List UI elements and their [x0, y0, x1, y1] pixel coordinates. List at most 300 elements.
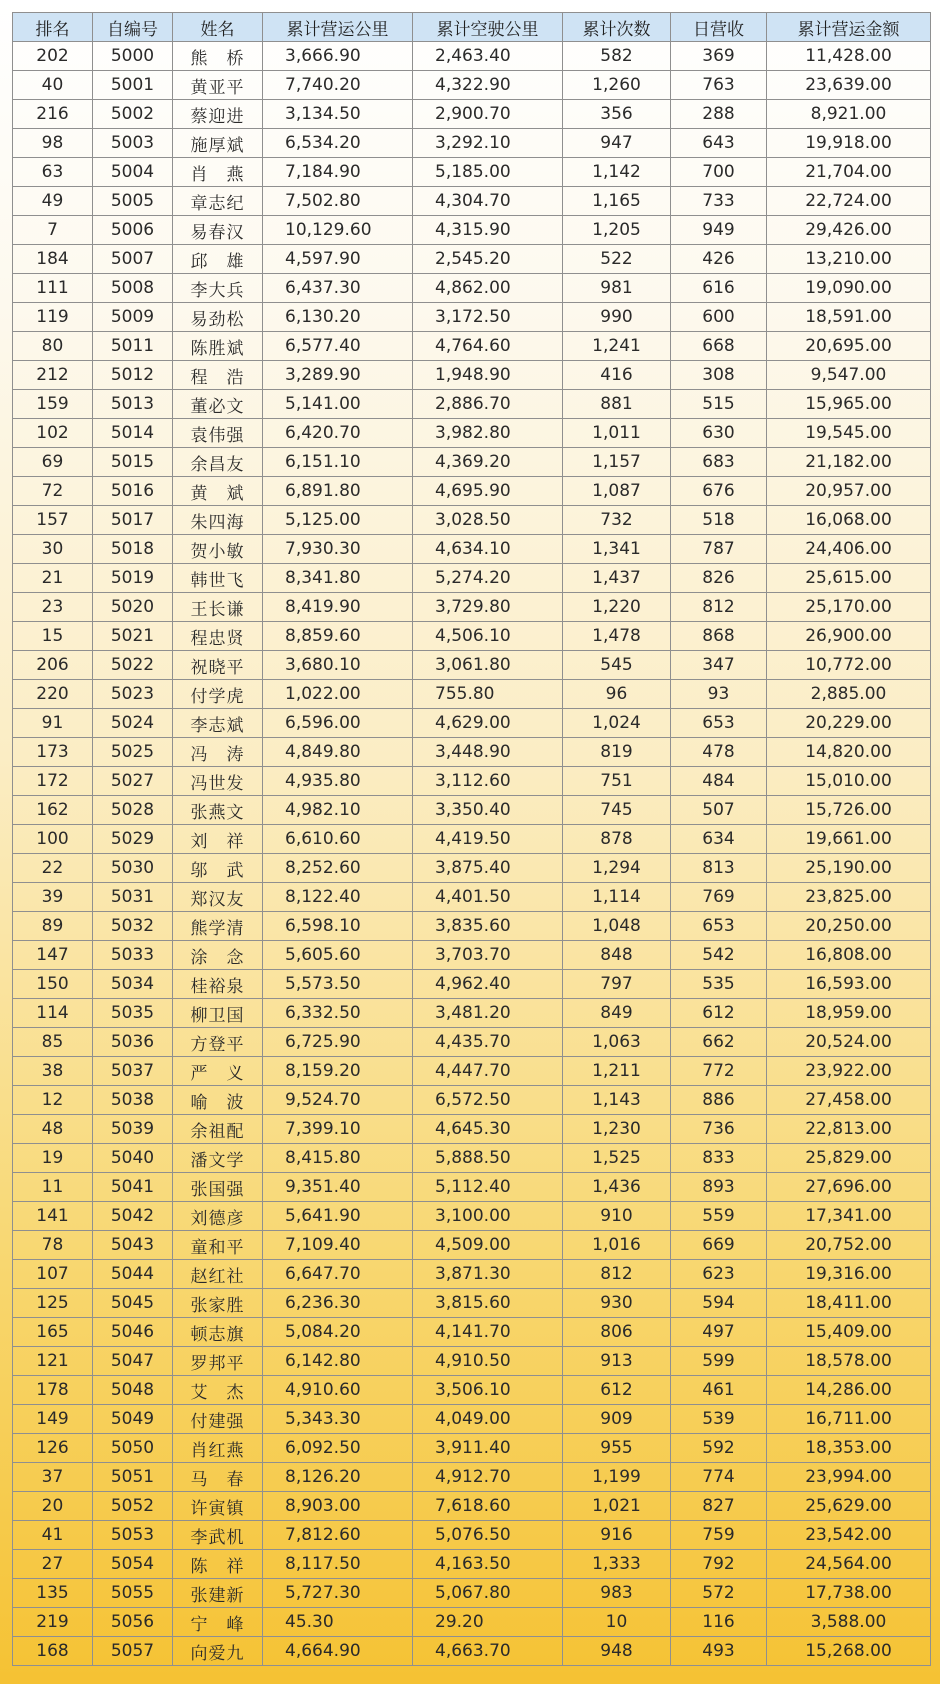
table-row [13, 1144, 931, 1173]
cell-id: 5011 [93, 332, 173, 361]
cell-rank: 206 [13, 651, 93, 680]
cell-daily-revenue: 826 [671, 564, 767, 593]
cell-total-revenue: 29,426.00 [767, 216, 931, 245]
cell-rank: 162 [13, 796, 93, 825]
cell-operating-km: 8,859.60 [263, 622, 413, 651]
cell-rank: 49 [13, 187, 93, 216]
cell-id: 5036 [93, 1028, 173, 1057]
cell-rank: 15 [13, 622, 93, 651]
cell-id: 5041 [93, 1173, 173, 1202]
cell-name: 严 义 [173, 1057, 263, 1086]
cell-id: 5019 [93, 564, 173, 593]
cell-name: 冯 涛 [173, 738, 263, 767]
cell-total-revenue: 3,588.00 [767, 1608, 931, 1637]
table-row [13, 361, 931, 390]
cell-total-revenue: 15,010.00 [767, 767, 931, 796]
cell-operating-km: 6,596.00 [263, 709, 413, 738]
cell-daily-revenue: 787 [671, 535, 767, 564]
cell-daily-revenue: 774 [671, 1463, 767, 1492]
cell-total-revenue: 21,182.00 [767, 448, 931, 477]
cell-name: 桂裕泉 [173, 970, 263, 999]
table-row [13, 1608, 931, 1637]
cell-operating-km: 5,641.90 [263, 1202, 413, 1231]
cell-trip-count: 612 [563, 1376, 671, 1405]
cell-rank: 119 [13, 303, 93, 332]
cell-operating-km: 4,910.60 [263, 1376, 413, 1405]
cell-operating-km: 8,341.80 [263, 564, 413, 593]
cell-name: 董必文 [173, 390, 263, 419]
cell-daily-revenue: 676 [671, 477, 767, 506]
cell-name: 宁 峰 [173, 1608, 263, 1637]
cell-name: 余祖配 [173, 1115, 263, 1144]
cell-trip-count: 848 [563, 941, 671, 970]
table-row [13, 100, 931, 129]
table-row [13, 1173, 931, 1202]
cell-operating-km: 5,727.30 [263, 1579, 413, 1608]
cell-name: 涂 念 [173, 941, 263, 970]
ranking-table-container [12, 12, 930, 1666]
cell-operating-km: 6,437.30 [263, 274, 413, 303]
table-row [13, 1115, 931, 1144]
cell-id: 5027 [93, 767, 173, 796]
cell-empty-km: 4,163.50 [413, 1550, 563, 1579]
cell-daily-revenue: 497 [671, 1318, 767, 1347]
cell-name: 陈胜斌 [173, 332, 263, 361]
cell-id: 5006 [93, 216, 173, 245]
cell-trip-count: 1,021 [563, 1492, 671, 1521]
cell-total-revenue: 20,752.00 [767, 1231, 931, 1260]
cell-empty-km: 4,435.70 [413, 1028, 563, 1057]
cell-operating-km: 8,252.60 [263, 854, 413, 883]
cell-rank: 27 [13, 1550, 93, 1579]
cell-trip-count: 910 [563, 1202, 671, 1231]
cell-rank: 39 [13, 883, 93, 912]
cell-id: 5000 [93, 42, 173, 71]
cell-daily-revenue: 833 [671, 1144, 767, 1173]
cell-daily-revenue: 683 [671, 448, 767, 477]
cell-empty-km: 4,447.70 [413, 1057, 563, 1086]
cell-id: 5035 [93, 999, 173, 1028]
header-name: 姓名 [173, 13, 263, 42]
cell-operating-km: 10,129.60 [263, 216, 413, 245]
cell-operating-km: 6,610.60 [263, 825, 413, 854]
cell-total-revenue: 16,711.00 [767, 1405, 931, 1434]
cell-operating-km: 8,159.20 [263, 1057, 413, 1086]
cell-rank: 48 [13, 1115, 93, 1144]
cell-rank: 220 [13, 680, 93, 709]
cell-total-revenue: 20,229.00 [767, 709, 931, 738]
table-row [13, 1550, 931, 1579]
cell-empty-km: 1,948.90 [413, 361, 563, 390]
cell-daily-revenue: 733 [671, 187, 767, 216]
cell-id: 5016 [93, 477, 173, 506]
cell-total-revenue: 17,738.00 [767, 1579, 931, 1608]
cell-empty-km: 3,112.60 [413, 767, 563, 796]
cell-empty-km: 3,100.00 [413, 1202, 563, 1231]
cell-daily-revenue: 759 [671, 1521, 767, 1550]
cell-total-revenue: 25,615.00 [767, 564, 931, 593]
cell-trip-count: 1,525 [563, 1144, 671, 1173]
cell-daily-revenue: 813 [671, 854, 767, 883]
driver-ranking-table [12, 12, 931, 1666]
cell-total-revenue: 24,564.00 [767, 1550, 931, 1579]
table-row [13, 1260, 931, 1289]
cell-empty-km: 5,888.50 [413, 1144, 563, 1173]
cell-operating-km: 9,524.70 [263, 1086, 413, 1115]
cell-rank: 19 [13, 1144, 93, 1173]
cell-trip-count: 1,143 [563, 1086, 671, 1115]
cell-empty-km: 3,729.80 [413, 593, 563, 622]
cell-total-revenue: 26,900.00 [767, 622, 931, 651]
cell-operating-km: 6,647.70 [263, 1260, 413, 1289]
cell-operating-km: 6,142.80 [263, 1347, 413, 1376]
cell-trip-count: 416 [563, 361, 671, 390]
cell-total-revenue: 22,813.00 [767, 1115, 931, 1144]
cell-name: 蔡迎进 [173, 100, 263, 129]
cell-name: 柳卫国 [173, 999, 263, 1028]
cell-daily-revenue: 668 [671, 332, 767, 361]
cell-total-revenue: 23,825.00 [767, 883, 931, 912]
cell-operating-km: 5,343.30 [263, 1405, 413, 1434]
cell-id: 5055 [93, 1579, 173, 1608]
cell-id: 5028 [93, 796, 173, 825]
cell-name: 付建强 [173, 1405, 263, 1434]
cell-trip-count: 1,063 [563, 1028, 671, 1057]
cell-total-revenue: 10,772.00 [767, 651, 931, 680]
cell-id: 5057 [93, 1637, 173, 1666]
cell-empty-km: 4,322.90 [413, 71, 563, 100]
cell-empty-km: 3,871.30 [413, 1260, 563, 1289]
cell-id: 5030 [93, 854, 173, 883]
cell-trip-count: 909 [563, 1405, 671, 1434]
cell-rank: 135 [13, 1579, 93, 1608]
table-row [13, 593, 931, 622]
header-id: 自编号 [93, 13, 173, 42]
cell-total-revenue: 9,547.00 [767, 361, 931, 390]
table-row [13, 1405, 931, 1434]
header-total-revenue: 累计营运金额 [767, 13, 931, 42]
table-row [13, 1028, 931, 1057]
cell-name: 张建新 [173, 1579, 263, 1608]
cell-rank: 89 [13, 912, 93, 941]
cell-id: 5045 [93, 1289, 173, 1318]
cell-operating-km: 6,332.50 [263, 999, 413, 1028]
cell-total-revenue: 19,316.00 [767, 1260, 931, 1289]
cell-trip-count: 1,016 [563, 1231, 671, 1260]
table-row [13, 535, 931, 564]
cell-rank: 159 [13, 390, 93, 419]
cell-daily-revenue: 792 [671, 1550, 767, 1579]
cell-operating-km: 7,399.10 [263, 1115, 413, 1144]
cell-name: 陈 祥 [173, 1550, 263, 1579]
cell-name: 肖红燕 [173, 1434, 263, 1463]
cell-trip-count: 955 [563, 1434, 671, 1463]
cell-daily-revenue: 812 [671, 593, 767, 622]
cell-daily-revenue: 634 [671, 825, 767, 854]
cell-id: 5038 [93, 1086, 173, 1115]
cell-daily-revenue: 507 [671, 796, 767, 825]
cell-total-revenue: 25,829.00 [767, 1144, 931, 1173]
cell-id: 5024 [93, 709, 173, 738]
header-row [13, 13, 931, 42]
cell-name: 易春汉 [173, 216, 263, 245]
cell-empty-km: 3,835.60 [413, 912, 563, 941]
cell-id: 5043 [93, 1231, 173, 1260]
cell-empty-km: 4,304.70 [413, 187, 563, 216]
cell-rank: 212 [13, 361, 93, 390]
table-row [13, 477, 931, 506]
cell-empty-km: 7,618.60 [413, 1492, 563, 1521]
cell-rank: 219 [13, 1608, 93, 1637]
cell-rank: 141 [13, 1202, 93, 1231]
cell-operating-km: 8,903.00 [263, 1492, 413, 1521]
cell-rank: 157 [13, 506, 93, 535]
cell-rank: 30 [13, 535, 93, 564]
table-row [13, 1231, 931, 1260]
cell-id: 5014 [93, 419, 173, 448]
cell-rank: 40 [13, 71, 93, 100]
cell-total-revenue: 23,542.00 [767, 1521, 931, 1550]
cell-name: 马 春 [173, 1463, 263, 1492]
cell-empty-km: 3,481.20 [413, 999, 563, 1028]
table-row [13, 1376, 931, 1405]
cell-empty-km: 4,629.00 [413, 709, 563, 738]
header-trip-count: 累计次数 [563, 13, 671, 42]
cell-id: 5032 [93, 912, 173, 941]
cell-daily-revenue: 288 [671, 100, 767, 129]
cell-total-revenue: 18,353.00 [767, 1434, 931, 1463]
cell-id: 5007 [93, 245, 173, 274]
cell-rank: 114 [13, 999, 93, 1028]
cell-name: 易劲松 [173, 303, 263, 332]
cell-total-revenue: 15,268.00 [767, 1637, 931, 1666]
cell-daily-revenue: 612 [671, 999, 767, 1028]
cell-id: 5022 [93, 651, 173, 680]
cell-name: 赵红社 [173, 1260, 263, 1289]
cell-operating-km: 6,534.20 [263, 129, 413, 158]
cell-daily-revenue: 616 [671, 274, 767, 303]
cell-total-revenue: 24,406.00 [767, 535, 931, 564]
cell-name: 祝晓平 [173, 651, 263, 680]
cell-operating-km: 7,109.40 [263, 1231, 413, 1260]
table-body [13, 42, 931, 1666]
cell-empty-km: 4,912.70 [413, 1463, 563, 1492]
cell-operating-km: 5,084.20 [263, 1318, 413, 1347]
table-row [13, 1434, 931, 1463]
cell-empty-km: 3,982.80 [413, 419, 563, 448]
table-row [13, 796, 931, 825]
cell-total-revenue: 20,524.00 [767, 1028, 931, 1057]
cell-name: 罗邦平 [173, 1347, 263, 1376]
table-row [13, 738, 931, 767]
cell-daily-revenue: 772 [671, 1057, 767, 1086]
cell-total-revenue: 15,409.00 [767, 1318, 931, 1347]
cell-name: 章志纪 [173, 187, 263, 216]
cell-trip-count: 10 [563, 1608, 671, 1637]
cell-rank: 20 [13, 1492, 93, 1521]
cell-operating-km: 8,117.50 [263, 1550, 413, 1579]
cell-trip-count: 983 [563, 1579, 671, 1608]
cell-id: 5050 [93, 1434, 173, 1463]
cell-name: 贺小敏 [173, 535, 263, 564]
cell-id: 5005 [93, 187, 173, 216]
cell-name: 李大兵 [173, 274, 263, 303]
cell-daily-revenue: 599 [671, 1347, 767, 1376]
cell-rank: 107 [13, 1260, 93, 1289]
cell-name: 张国强 [173, 1173, 263, 1202]
table-row [13, 274, 931, 303]
cell-id: 5042 [93, 1202, 173, 1231]
cell-empty-km: 29.20 [413, 1608, 563, 1637]
cell-empty-km: 4,695.90 [413, 477, 563, 506]
table-row [13, 1202, 931, 1231]
cell-daily-revenue: 643 [671, 129, 767, 158]
cell-total-revenue: 23,922.00 [767, 1057, 931, 1086]
cell-operating-km: 6,092.50 [263, 1434, 413, 1463]
cell-empty-km: 3,703.70 [413, 941, 563, 970]
cell-rank: 121 [13, 1347, 93, 1376]
table-row [13, 158, 931, 187]
cell-operating-km: 5,573.50 [263, 970, 413, 999]
cell-trip-count: 881 [563, 390, 671, 419]
cell-empty-km: 4,645.30 [413, 1115, 563, 1144]
cell-id: 5021 [93, 622, 173, 651]
cell-trip-count: 819 [563, 738, 671, 767]
cell-trip-count: 1,341 [563, 535, 671, 564]
cell-daily-revenue: 594 [671, 1289, 767, 1318]
cell-empty-km: 4,141.70 [413, 1318, 563, 1347]
cell-trip-count: 849 [563, 999, 671, 1028]
cell-rank: 91 [13, 709, 93, 738]
cell-empty-km: 3,875.40 [413, 854, 563, 883]
cell-id: 5017 [93, 506, 173, 535]
cell-id: 5037 [93, 1057, 173, 1086]
cell-trip-count: 806 [563, 1318, 671, 1347]
cell-total-revenue: 23,994.00 [767, 1463, 931, 1492]
cell-total-revenue: 20,250.00 [767, 912, 931, 941]
cell-id: 5023 [93, 680, 173, 709]
table-row [13, 1463, 931, 1492]
cell-name: 邱 雄 [173, 245, 263, 274]
cell-name: 向爱九 [173, 1637, 263, 1666]
cell-operating-km: 4,935.80 [263, 767, 413, 796]
cell-daily-revenue: 623 [671, 1260, 767, 1289]
cell-operating-km: 3,680.10 [263, 651, 413, 680]
cell-operating-km: 7,502.80 [263, 187, 413, 216]
table-row [13, 825, 931, 854]
cell-daily-revenue: 572 [671, 1579, 767, 1608]
cell-rank: 100 [13, 825, 93, 854]
cell-name: 张燕文 [173, 796, 263, 825]
cell-name: 潘文学 [173, 1144, 263, 1173]
table-row [13, 390, 931, 419]
table-row [13, 767, 931, 796]
cell-operating-km: 3,289.90 [263, 361, 413, 390]
cell-operating-km: 4,982.10 [263, 796, 413, 825]
cell-total-revenue: 18,591.00 [767, 303, 931, 332]
cell-rank: 7 [13, 216, 93, 245]
cell-trip-count: 1,230 [563, 1115, 671, 1144]
table-row [13, 187, 931, 216]
cell-total-revenue: 19,545.00 [767, 419, 931, 448]
table-row [13, 970, 931, 999]
cell-id: 5004 [93, 158, 173, 187]
cell-rank: 178 [13, 1376, 93, 1405]
cell-operating-km: 3,134.50 [263, 100, 413, 129]
cell-daily-revenue: 868 [671, 622, 767, 651]
cell-daily-revenue: 515 [671, 390, 767, 419]
table-row [13, 1492, 931, 1521]
cell-trip-count: 1,260 [563, 71, 671, 100]
cell-name: 施厚斌 [173, 129, 263, 158]
cell-total-revenue: 22,724.00 [767, 187, 931, 216]
table-row [13, 1521, 931, 1550]
cell-operating-km: 7,812.60 [263, 1521, 413, 1550]
cell-trip-count: 1,114 [563, 883, 671, 912]
cell-total-revenue: 15,965.00 [767, 390, 931, 419]
cell-empty-km: 5,076.50 [413, 1521, 563, 1550]
table-row [13, 622, 931, 651]
header-rank: 排名 [13, 13, 93, 42]
cell-rank: 202 [13, 42, 93, 71]
cell-total-revenue: 27,458.00 [767, 1086, 931, 1115]
cell-total-revenue: 8,921.00 [767, 100, 931, 129]
cell-empty-km: 4,419.50 [413, 825, 563, 854]
cell-trip-count: 1,211 [563, 1057, 671, 1086]
cell-operating-km: 4,597.90 [263, 245, 413, 274]
cell-trip-count: 96 [563, 680, 671, 709]
cell-rank: 168 [13, 1637, 93, 1666]
cell-name: 张家胜 [173, 1289, 263, 1318]
cell-id: 5034 [93, 970, 173, 999]
cell-id: 5013 [93, 390, 173, 419]
cell-rank: 150 [13, 970, 93, 999]
cell-operating-km: 6,598.10 [263, 912, 413, 941]
cell-operating-km: 9,351.40 [263, 1173, 413, 1202]
cell-daily-revenue: 369 [671, 42, 767, 71]
cell-total-revenue: 16,068.00 [767, 506, 931, 535]
cell-rank: 85 [13, 1028, 93, 1057]
cell-trip-count: 990 [563, 303, 671, 332]
cell-trip-count: 582 [563, 42, 671, 71]
cell-name: 黄 斌 [173, 477, 263, 506]
cell-total-revenue: 18,959.00 [767, 999, 931, 1028]
cell-name: 熊学清 [173, 912, 263, 941]
cell-name: 冯世发 [173, 767, 263, 796]
cell-name: 王长谦 [173, 593, 263, 622]
cell-operating-km: 5,125.00 [263, 506, 413, 535]
table-row [13, 303, 931, 332]
cell-operating-km: 5,605.60 [263, 941, 413, 970]
cell-operating-km: 6,891.80 [263, 477, 413, 506]
cell-daily-revenue: 669 [671, 1231, 767, 1260]
cell-id: 5052 [93, 1492, 173, 1521]
cell-name: 刘 祥 [173, 825, 263, 854]
cell-name: 袁伟强 [173, 419, 263, 448]
cell-id: 5040 [93, 1144, 173, 1173]
cell-trip-count: 947 [563, 129, 671, 158]
cell-trip-count: 797 [563, 970, 671, 999]
cell-id: 5025 [93, 738, 173, 767]
cell-trip-count: 1,087 [563, 477, 671, 506]
cell-rank: 173 [13, 738, 93, 767]
cell-trip-count: 1,011 [563, 419, 671, 448]
cell-operating-km: 8,419.90 [263, 593, 413, 622]
cell-daily-revenue: 484 [671, 767, 767, 796]
cell-trip-count: 522 [563, 245, 671, 274]
cell-id: 5012 [93, 361, 173, 390]
cell-total-revenue: 20,695.00 [767, 332, 931, 361]
